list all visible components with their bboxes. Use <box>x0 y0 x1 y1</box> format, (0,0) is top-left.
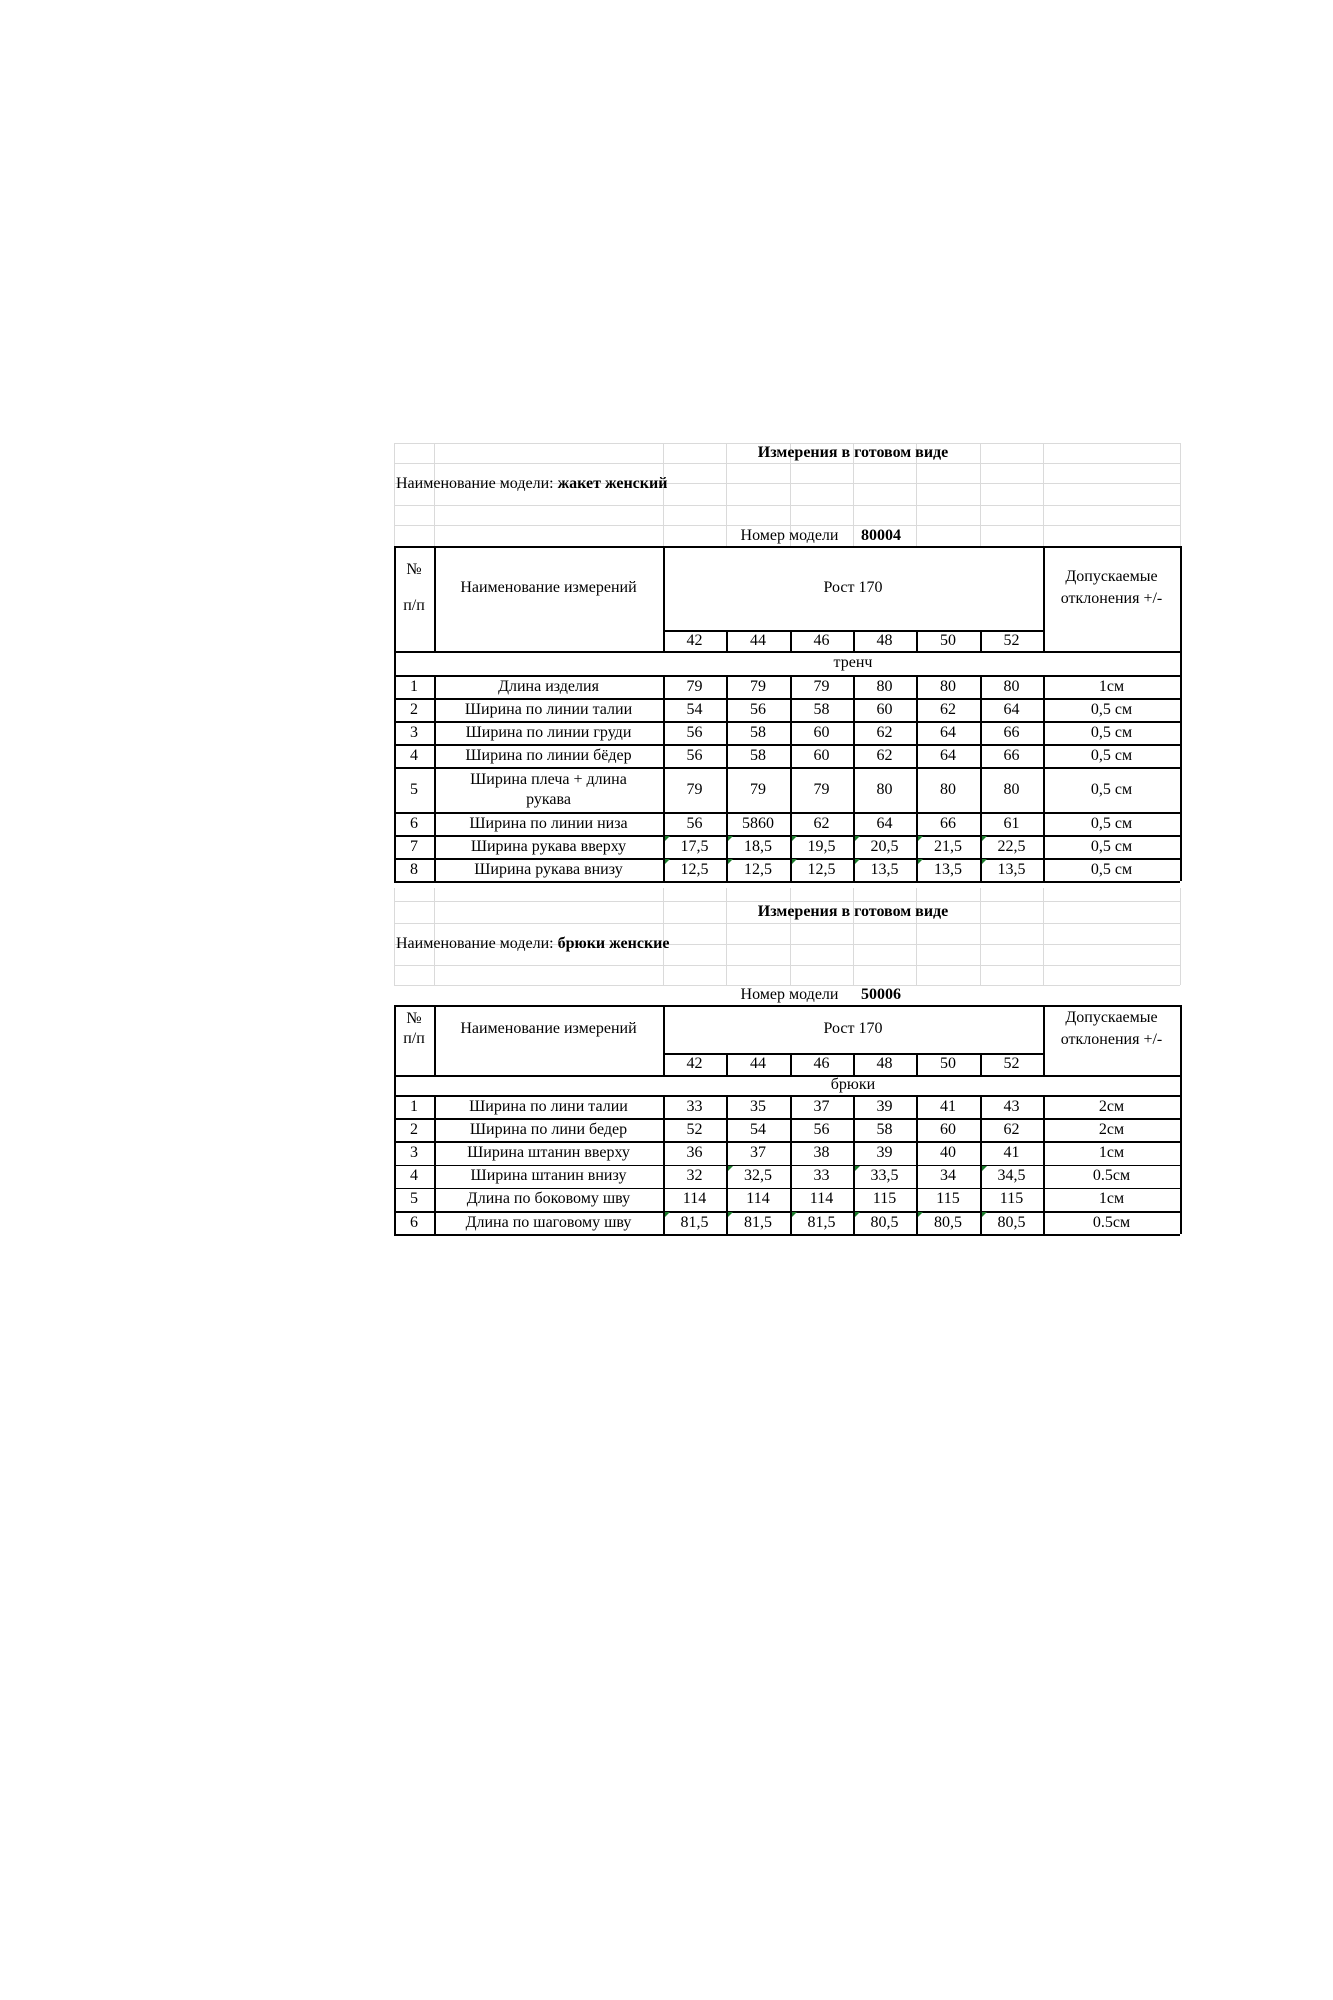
size-value: 33,5 <box>870 1167 899 1185</box>
size-value: 13,5 <box>934 860 962 878</box>
table-border <box>726 1053 728 1075</box>
size-value: 115 <box>999 1190 1024 1208</box>
table-border <box>394 651 396 675</box>
row-number: 2 <box>410 1120 418 1138</box>
size-value: 79 <box>813 780 830 798</box>
row-tolerance: 1см <box>1098 1190 1125 1208</box>
size-52: 52 <box>1003 631 1020 649</box>
table-border <box>663 1005 665 1075</box>
row-tolerance: 0,5 см <box>1090 780 1133 798</box>
row-tolerance: 0.5см <box>1092 1213 1131 1231</box>
cell-note-marker-icon <box>917 1212 923 1218</box>
size-value: 36 <box>686 1143 703 1161</box>
size-value: 41 <box>1003 1143 1020 1161</box>
table-border <box>853 1095 855 1234</box>
cell-note-marker-icon <box>981 859 987 865</box>
size-value: 5860 <box>742 814 774 832</box>
model-name-line <box>396 474 667 494</box>
table-border <box>853 630 855 651</box>
header-tolerance-line2: отклонения +/- <box>1060 590 1163 607</box>
table-border <box>663 675 665 881</box>
row-number: 6 <box>410 1213 418 1231</box>
size-value: 56 <box>813 1120 830 1138</box>
size-value: 39 <box>876 1097 893 1115</box>
table-border <box>726 630 728 651</box>
size-value: 54 <box>750 1120 766 1138</box>
row-number: 4 <box>410 1167 418 1185</box>
header-height: Рост 170 <box>823 579 883 596</box>
size-value: 81,5 <box>680 1213 709 1231</box>
header-measurement-name: Наименование измерений <box>460 579 637 596</box>
size-value: 13,5 <box>997 860 1026 878</box>
size-46: 46 <box>813 1055 830 1072</box>
header-measurement-name: Наименование измерений <box>460 1020 637 1037</box>
row-number: 6 <box>410 814 418 832</box>
header-number-line1: № <box>406 1010 422 1027</box>
table-border <box>394 546 396 651</box>
cell-note-marker-icon <box>981 836 987 842</box>
table-border <box>853 1053 855 1075</box>
row-tolerance: 0.5см <box>1092 1167 1131 1185</box>
table-border <box>394 1095 396 1234</box>
table-border <box>394 1095 1180 1097</box>
size-value: 64 <box>876 814 893 832</box>
table-border <box>790 675 792 881</box>
row-measurement-name: Длина изделия <box>498 677 599 695</box>
spreadsheet-sheet <box>394 443 1184 1273</box>
size-44: 44 <box>750 1055 766 1072</box>
table-border <box>663 546 665 651</box>
grid-line <box>394 505 1180 506</box>
cell-note-marker-icon <box>854 1166 860 1172</box>
size-value: 34 <box>940 1167 956 1185</box>
size-value: 62 <box>940 700 956 718</box>
table-border <box>394 546 1180 548</box>
size-value: 34,5 <box>997 1167 1026 1185</box>
cell-note-marker-icon <box>981 1166 987 1172</box>
table-border <box>1043 1095 1045 1234</box>
size-value: 21,5 <box>934 837 962 855</box>
size-value: 80,5 <box>870 1213 899 1231</box>
row-measurement-name: Ширина рукава вверху <box>470 837 627 855</box>
size-value: 62 <box>1003 1120 1020 1138</box>
size-value: 58 <box>876 1120 893 1138</box>
size-value: 60 <box>813 723 830 741</box>
size-value: 40 <box>940 1143 956 1161</box>
size-value: 18,5 <box>744 837 772 855</box>
table-border <box>663 1095 665 1234</box>
row-measurement-name: Ширина рукава внизу <box>474 860 623 878</box>
size-value: 22,5 <box>997 837 1026 855</box>
cell-note-marker-icon <box>791 1212 797 1218</box>
size-value: 80 <box>940 677 956 695</box>
table-border <box>434 1005 436 1075</box>
row-number: 2 <box>410 700 418 718</box>
table-border <box>394 1005 396 1075</box>
table-border <box>916 630 918 651</box>
table-border <box>790 630 792 651</box>
size-value: 56 <box>686 814 703 832</box>
size-value: 19,5 <box>807 837 836 855</box>
size-value: 64 <box>940 723 956 741</box>
row-measurement-name: Ширина по линии низа <box>469 814 628 832</box>
table-border <box>394 1075 396 1095</box>
table-border <box>726 1095 728 1234</box>
table-border <box>394 1005 1180 1007</box>
size-value: 80 <box>1003 780 1020 798</box>
table-border <box>1180 546 1182 651</box>
size-value: 80,5 <box>997 1213 1026 1231</box>
model-name-value: брюки женские <box>557 935 670 952</box>
table-title: Измерения в готовом виде <box>757 444 949 461</box>
table-border <box>1180 675 1182 881</box>
size-value: 62 <box>876 723 893 741</box>
table-border <box>1180 1095 1182 1234</box>
model-name-label: Наименование модели: <box>396 475 558 492</box>
table-border <box>394 1234 1180 1236</box>
cell-note-marker-icon <box>854 859 860 865</box>
size-value: 56 <box>686 723 703 741</box>
row-number: 4 <box>410 746 418 764</box>
size-52: 52 <box>1003 1055 1020 1072</box>
table-border <box>1180 1075 1182 1095</box>
size-value: 58 <box>750 746 766 764</box>
cell-note-marker-icon <box>854 836 860 842</box>
row-tolerance: 0,5 см <box>1090 837 1133 855</box>
model-number-value: 80004 <box>861 526 901 544</box>
size-value: 81,5 <box>807 1213 836 1231</box>
size-value: 37 <box>750 1143 766 1161</box>
cell-note-marker-icon <box>727 1212 733 1218</box>
size-value: 115 <box>872 1190 897 1208</box>
row-number: 3 <box>410 1143 418 1161</box>
row-number: 1 <box>410 1097 418 1115</box>
size-48: 48 <box>876 631 893 649</box>
table-border <box>916 675 918 881</box>
size-value: 115 <box>936 1190 960 1208</box>
size-value: 43 <box>1003 1097 1020 1115</box>
table-border <box>790 1095 792 1234</box>
row-number: 5 <box>410 780 418 798</box>
size-value: 38 <box>813 1143 830 1161</box>
size-value: 12,5 <box>744 860 772 878</box>
size-value: 114 <box>809 1190 834 1208</box>
table-border <box>1043 546 1045 651</box>
row-tolerance: 2см <box>1098 1097 1125 1115</box>
size-value: 80 <box>1003 677 1020 695</box>
size-value: 13,5 <box>870 860 899 878</box>
cell-note-marker-icon <box>917 836 923 842</box>
cell-note-marker-icon <box>664 1212 670 1218</box>
size-value: 79 <box>686 677 703 695</box>
size-value: 58 <box>813 700 830 718</box>
cell-note-marker-icon <box>917 859 923 865</box>
model-number-label: Номер модели <box>740 986 839 1003</box>
row-measurement-name-line1: Ширина плеча + длина <box>470 770 627 788</box>
size-value: 66 <box>940 814 956 832</box>
size-value: 80 <box>876 780 893 798</box>
row-measurement-name: Ширина по лини талии <box>469 1097 628 1115</box>
header-number-line2: п/п <box>403 597 425 614</box>
grid-line <box>394 901 395 985</box>
cell-note-marker-icon <box>981 1212 987 1218</box>
size-value: 33 <box>686 1097 703 1115</box>
row-measurement-name: Длина по боковому шву <box>466 1190 631 1208</box>
size-value: 114 <box>746 1190 770 1208</box>
size-value: 32 <box>686 1167 703 1185</box>
size-value: 61 <box>1003 814 1020 832</box>
table-border <box>394 881 1180 883</box>
size-value: 66 <box>1003 723 1020 741</box>
size-value: 66 <box>1003 746 1020 764</box>
size-value: 80 <box>940 780 956 798</box>
cell-note-marker-icon <box>727 836 733 842</box>
row-measurement-name: Ширина по линии талии <box>464 700 633 718</box>
grid-line <box>1180 443 1181 546</box>
row-measurement-name-line2: рукава <box>526 790 571 808</box>
grid-line <box>1043 443 1044 546</box>
size-value: 80,5 <box>934 1213 962 1231</box>
cell-note-marker-icon <box>727 859 733 865</box>
row-tolerance: 0,5 см <box>1090 723 1133 741</box>
table-border <box>980 630 982 651</box>
size-value: 79 <box>686 780 703 798</box>
row-measurement-name: Длина по шаговому шву <box>465 1213 632 1231</box>
size-42: 42 <box>686 631 703 649</box>
size-value: 12,5 <box>807 860 836 878</box>
size-value: 33 <box>813 1167 830 1185</box>
grid-line <box>394 443 395 546</box>
row-number: 7 <box>410 837 418 855</box>
size-44: 44 <box>750 631 766 649</box>
header-tolerance <box>1043 546 1180 630</box>
header-tolerance <box>1043 1005 1180 1053</box>
section-label: тренч <box>833 654 873 671</box>
table-border <box>980 1053 982 1075</box>
header-number-line1: № <box>406 561 422 578</box>
grid-line <box>394 463 1180 464</box>
cell-note-marker-icon <box>727 1166 733 1172</box>
size-value: 12,5 <box>680 860 709 878</box>
row-number: 1 <box>410 677 418 695</box>
table-border <box>394 1075 1180 1077</box>
size-value: 17,5 <box>680 837 709 855</box>
size-value: 37 <box>813 1097 830 1115</box>
row-tolerance: 2см <box>1098 1120 1125 1138</box>
section-label: брюки <box>830 1076 876 1093</box>
size-42: 42 <box>686 1055 703 1072</box>
size-50: 50 <box>940 631 956 649</box>
size-value: 20,5 <box>870 837 899 855</box>
table-border <box>434 675 436 881</box>
header-tolerance-line1: Допускаемые <box>1065 568 1158 585</box>
size-value: 52 <box>686 1120 703 1138</box>
table-border <box>434 546 436 651</box>
table-border <box>916 1053 918 1075</box>
table-border <box>1043 1005 1045 1075</box>
row-measurement-name: Ширина по линии бёдер <box>465 746 632 764</box>
size-value: 35 <box>750 1097 766 1115</box>
model-name-label: Наименование модели: <box>396 935 558 952</box>
row-tolerance: 0,5 см <box>1090 700 1133 718</box>
header-height: Рост 170 <box>823 1020 883 1037</box>
size-value: 64 <box>940 746 956 764</box>
size-value: 79 <box>750 677 766 695</box>
size-value: 79 <box>813 677 830 695</box>
size-value: 60 <box>876 700 893 718</box>
header-number <box>394 1005 434 1053</box>
table-border <box>1180 1005 1182 1075</box>
row-number: 3 <box>410 723 418 741</box>
grid-line <box>434 443 435 546</box>
table-border <box>434 1095 436 1234</box>
size-value: 81,5 <box>744 1213 772 1231</box>
size-50: 50 <box>940 1055 956 1072</box>
row-measurement-name: Ширина штанин внизу <box>470 1167 627 1185</box>
cell-note-marker-icon <box>791 859 797 865</box>
cell-note-marker-icon <box>791 836 797 842</box>
size-value: 64 <box>1003 700 1020 718</box>
table-border <box>394 675 1180 677</box>
size-value: 58 <box>750 723 766 741</box>
row-number: 5 <box>410 1190 418 1208</box>
table-border <box>980 1095 982 1234</box>
table-border <box>726 675 728 881</box>
model-number-label: Номер модели <box>740 526 839 544</box>
table-border <box>394 651 1180 653</box>
row-number: 8 <box>410 860 418 878</box>
cell-note-marker-icon <box>664 859 670 865</box>
table-border <box>1043 675 1045 881</box>
table-border <box>980 675 982 881</box>
row-tolerance: 0,5 см <box>1090 746 1133 764</box>
row-tolerance: 0,5 см <box>1090 814 1133 832</box>
size-value: 60 <box>940 1120 956 1138</box>
grid-line <box>394 965 1180 966</box>
row-measurement-name: Ширина штанин вверху <box>467 1143 630 1161</box>
size-46: 46 <box>813 631 830 649</box>
size-value: 41 <box>940 1097 956 1115</box>
header-number <box>394 546 434 630</box>
size-value: 62 <box>876 746 893 764</box>
cell-note-marker-icon <box>664 836 670 842</box>
size-value: 39 <box>876 1143 893 1161</box>
header-tolerance-line1: Допускаемые <box>1065 1009 1158 1026</box>
size-value: 32,5 <box>744 1167 772 1185</box>
row-tolerance: 1см <box>1098 1143 1125 1161</box>
size-48: 48 <box>876 1055 893 1072</box>
table-border <box>790 1053 792 1075</box>
row-measurement-name: Ширина по лини бедер <box>469 1120 628 1138</box>
row-measurement-name <box>434 767 663 812</box>
row-tolerance: 0,5 см <box>1090 860 1133 878</box>
model-name-line <box>396 934 670 954</box>
model-number-value: 50006 <box>861 986 901 1003</box>
row-tolerance: 1см <box>1098 677 1125 695</box>
size-value: 56 <box>686 746 703 764</box>
cell-note-marker-icon <box>854 1212 860 1218</box>
size-value: 60 <box>813 746 830 764</box>
model-name-value: жакет женский <box>557 475 668 492</box>
grid-line <box>1180 901 1181 985</box>
size-value: 62 <box>813 814 830 832</box>
size-value: 79 <box>750 780 766 798</box>
grid-line <box>394 923 1180 924</box>
table-border <box>853 675 855 881</box>
row-measurement-name: Ширина по линии груди <box>465 723 632 741</box>
size-value: 54 <box>686 700 703 718</box>
header-tolerance-line2: отклонения +/- <box>1060 1031 1163 1048</box>
size-value: 114 <box>682 1190 707 1208</box>
table-border <box>916 1095 918 1234</box>
grid-line <box>1043 901 1044 985</box>
size-value: 80 <box>876 677 893 695</box>
table-border <box>1180 651 1182 675</box>
size-value: 56 <box>750 700 766 718</box>
header-number-line2: п/п <box>403 1030 425 1047</box>
table-title: Измерения в готовом виде <box>757 903 949 920</box>
table-border <box>394 675 396 881</box>
